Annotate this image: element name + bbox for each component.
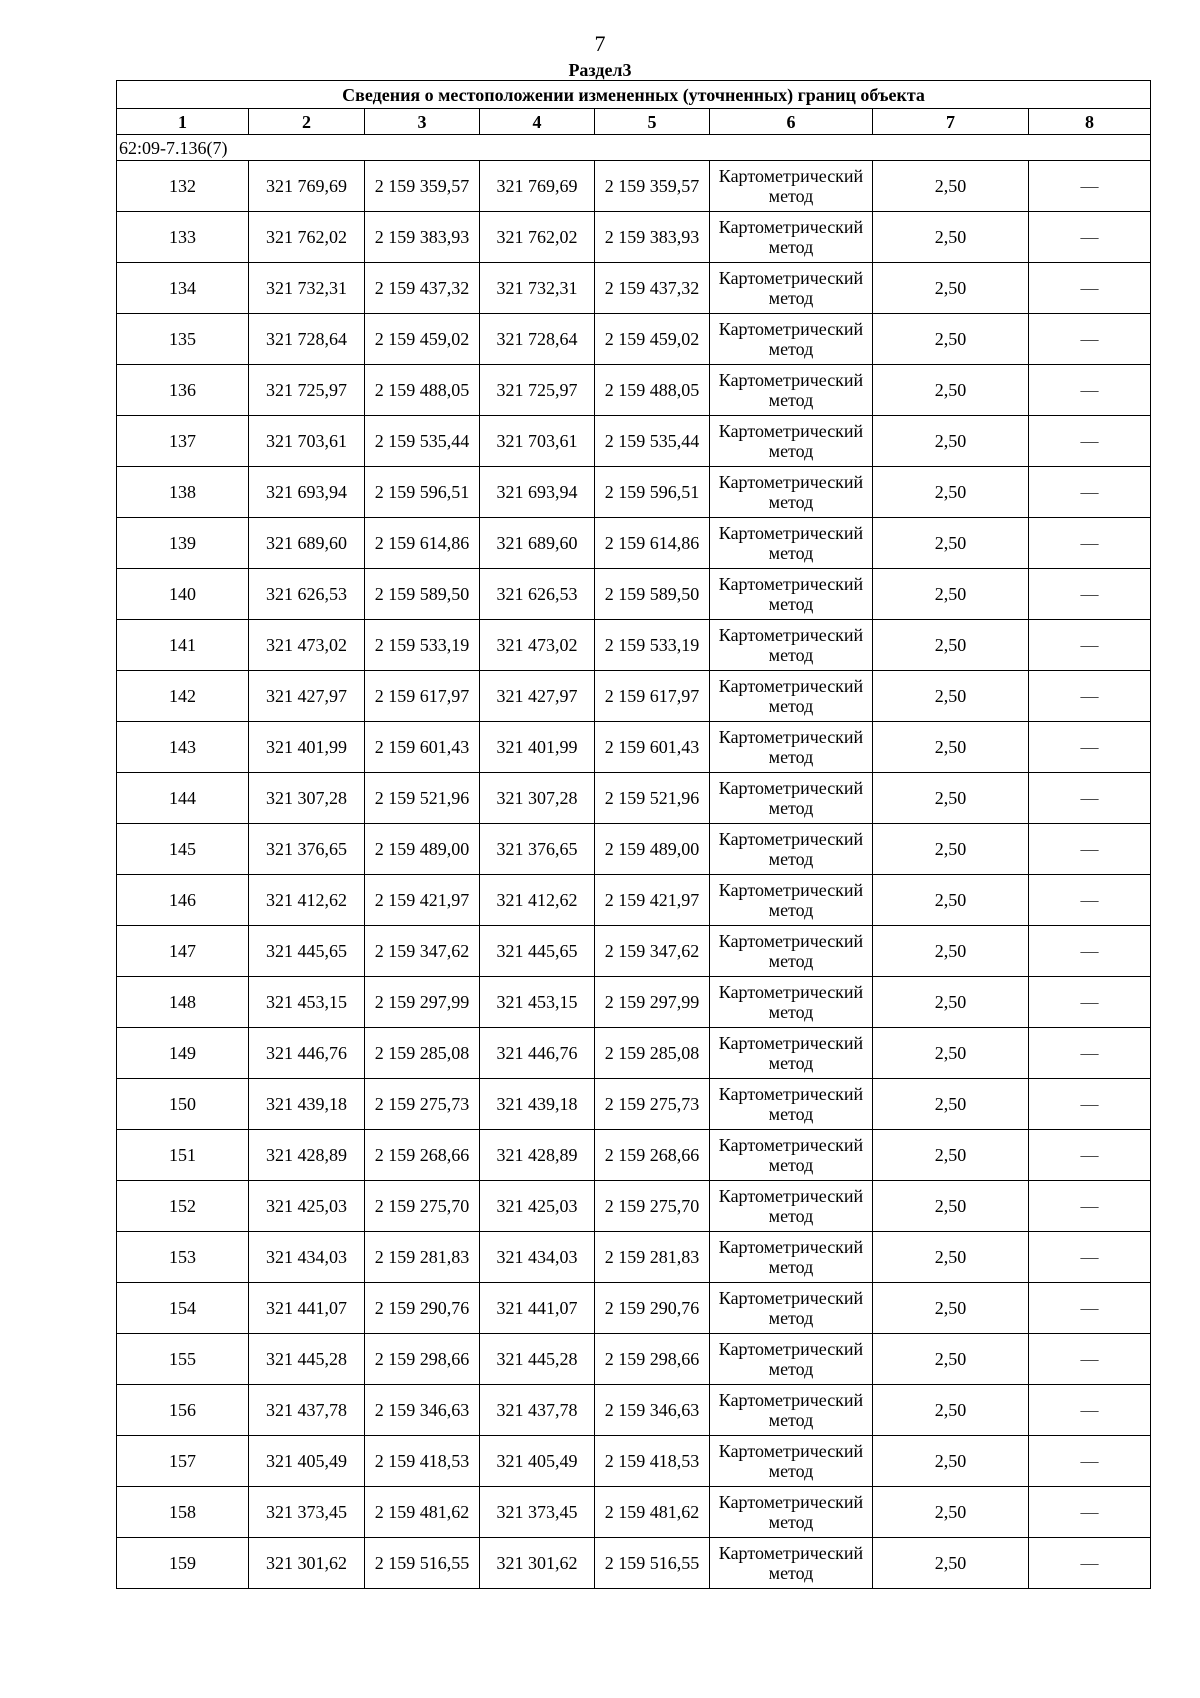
method-cell: Картометрический метод (710, 620, 873, 671)
note-cell: — (1029, 1130, 1151, 1181)
x-old-cell: 321 437,78 (249, 1385, 365, 1436)
y-old-cell: 2 159 290,76 (365, 1283, 480, 1334)
note-cell: — (1029, 1232, 1151, 1283)
accuracy-cell: 2,50 (873, 926, 1029, 977)
accuracy-cell: 2,50 (873, 1079, 1029, 1130)
x-old-cell: 321 428,89 (249, 1130, 365, 1181)
table-row (117, 1487, 1151, 1538)
method-cell: Картометрический метод (710, 1130, 873, 1181)
x-new-cell: 321 425,03 (480, 1181, 595, 1232)
point-number-cell: 138 (117, 467, 249, 518)
column-number: 7 (873, 109, 1029, 135)
accuracy-cell: 2,50 (873, 875, 1029, 926)
point-number-cell: 158 (117, 1487, 249, 1538)
point-number-cell: 146 (117, 875, 249, 926)
table-body (117, 135, 1151, 1589)
point-number-cell: 141 (117, 620, 249, 671)
x-new-cell: 321 769,69 (480, 161, 595, 212)
y-new-cell: 2 159 589,50 (595, 569, 710, 620)
method-cell: Картометрический метод (710, 467, 873, 518)
y-new-cell: 2 159 489,00 (595, 824, 710, 875)
method-cell: Картометрический метод (710, 1079, 873, 1130)
y-old-cell: 2 159 533,19 (365, 620, 480, 671)
column-number: 5 (595, 109, 710, 135)
note-cell: — (1029, 467, 1151, 518)
x-new-cell: 321 445,65 (480, 926, 595, 977)
x-new-cell: 321 401,99 (480, 722, 595, 773)
y-old-cell: 2 159 521,96 (365, 773, 480, 824)
point-number-cell: 153 (117, 1232, 249, 1283)
x-old-cell: 321 445,65 (249, 926, 365, 977)
point-number-cell: 151 (117, 1130, 249, 1181)
note-cell: — (1029, 416, 1151, 467)
x-new-cell: 321 405,49 (480, 1436, 595, 1487)
method-cell: Картометрический метод (710, 671, 873, 722)
x-new-cell: 321 762,02 (480, 212, 595, 263)
point-number-cell: 148 (117, 977, 249, 1028)
table-row (117, 722, 1151, 773)
table-row (117, 620, 1151, 671)
x-old-cell: 321 689,60 (249, 518, 365, 569)
accuracy-cell: 2,50 (873, 263, 1029, 314)
point-number-cell: 134 (117, 263, 249, 314)
accuracy-cell: 2,50 (873, 620, 1029, 671)
note-cell: — (1029, 161, 1151, 212)
note-cell: — (1029, 1079, 1151, 1130)
y-old-cell: 2 159 488,05 (365, 365, 480, 416)
y-old-cell: 2 159 275,73 (365, 1079, 480, 1130)
table-row (117, 671, 1151, 722)
accuracy-cell: 2,50 (873, 1130, 1029, 1181)
y-old-cell: 2 159 516,55 (365, 1538, 480, 1589)
table-row (117, 1385, 1151, 1436)
point-number-cell: 159 (117, 1538, 249, 1589)
table-row (117, 161, 1151, 212)
note-cell: — (1029, 365, 1151, 416)
accuracy-cell: 2,50 (873, 671, 1029, 722)
point-number-cell: 149 (117, 1028, 249, 1079)
y-new-cell: 2 159 601,43 (595, 722, 710, 773)
y-old-cell: 2 159 285,08 (365, 1028, 480, 1079)
x-old-cell: 321 725,97 (249, 365, 365, 416)
y-new-cell: 2 159 437,32 (595, 263, 710, 314)
method-cell: Картометрический метод (710, 1436, 873, 1487)
y-new-cell: 2 159 298,66 (595, 1334, 710, 1385)
x-new-cell: 321 439,18 (480, 1079, 595, 1130)
note-cell: — (1029, 824, 1151, 875)
accuracy-cell: 2,50 (873, 977, 1029, 1028)
object-id-row (117, 135, 1151, 161)
accuracy-cell: 2,50 (873, 1487, 1029, 1538)
y-new-cell: 2 159 521,96 (595, 773, 710, 824)
column-number: 6 (710, 109, 873, 135)
y-new-cell: 2 159 459,02 (595, 314, 710, 365)
y-old-cell: 2 159 614,86 (365, 518, 480, 569)
y-old-cell: 2 159 459,02 (365, 314, 480, 365)
x-old-cell: 321 373,45 (249, 1487, 365, 1538)
x-old-cell: 321 376,65 (249, 824, 365, 875)
method-cell: Картометрический метод (710, 1334, 873, 1385)
note-cell: — (1029, 263, 1151, 314)
y-new-cell: 2 159 359,57 (595, 161, 710, 212)
x-old-cell: 321 446,76 (249, 1028, 365, 1079)
method-cell: Картометрический метод (710, 212, 873, 263)
note-cell: — (1029, 569, 1151, 620)
table-row (117, 314, 1151, 365)
y-old-cell: 2 159 437,32 (365, 263, 480, 314)
point-number-cell: 155 (117, 1334, 249, 1385)
x-old-cell: 321 693,94 (249, 467, 365, 518)
column-number: 8 (1029, 109, 1151, 135)
x-old-cell: 321 427,97 (249, 671, 365, 722)
y-new-cell: 2 159 533,19 (595, 620, 710, 671)
y-new-cell: 2 159 383,93 (595, 212, 710, 263)
table-row (117, 1334, 1151, 1385)
accuracy-cell: 2,50 (873, 722, 1029, 773)
boundary-table (116, 80, 1151, 1589)
x-new-cell: 321 728,64 (480, 314, 595, 365)
method-cell: Картометрический метод (710, 824, 873, 875)
note-cell: — (1029, 212, 1151, 263)
note-cell: — (1029, 1334, 1151, 1385)
x-new-cell: 321 626,53 (480, 569, 595, 620)
table-row (117, 416, 1151, 467)
x-new-cell: 321 473,02 (480, 620, 595, 671)
point-number-cell: 140 (117, 569, 249, 620)
note-cell: — (1029, 875, 1151, 926)
y-old-cell: 2 159 421,97 (365, 875, 480, 926)
accuracy-cell: 2,50 (873, 314, 1029, 365)
y-old-cell: 2 159 298,66 (365, 1334, 480, 1385)
point-number-cell: 143 (117, 722, 249, 773)
note-cell: — (1029, 620, 1151, 671)
point-number-cell: 150 (117, 1079, 249, 1130)
x-old-cell: 321 441,07 (249, 1283, 365, 1334)
y-new-cell: 2 159 290,76 (595, 1283, 710, 1334)
y-new-cell: 2 159 347,62 (595, 926, 710, 977)
y-new-cell: 2 159 285,08 (595, 1028, 710, 1079)
object-id: 62:09-7.136(7) (117, 135, 1151, 161)
accuracy-cell: 2,50 (873, 416, 1029, 467)
accuracy-cell: 2,50 (873, 467, 1029, 518)
note-cell: — (1029, 1436, 1151, 1487)
x-old-cell: 321 769,69 (249, 161, 365, 212)
y-old-cell: 2 159 275,70 (365, 1181, 480, 1232)
y-old-cell: 2 159 281,83 (365, 1232, 480, 1283)
x-new-cell: 321 301,62 (480, 1538, 595, 1589)
x-old-cell: 321 439,18 (249, 1079, 365, 1130)
method-cell: Картометрический метод (710, 518, 873, 569)
x-old-cell: 321 412,62 (249, 875, 365, 926)
page-number: 7 (594, 31, 606, 56)
y-new-cell: 2 159 275,70 (595, 1181, 710, 1232)
x-old-cell: 321 473,02 (249, 620, 365, 671)
y-old-cell: 2 159 359,57 (365, 161, 480, 212)
column-number: 3 (365, 109, 480, 135)
y-old-cell: 2 159 596,51 (365, 467, 480, 518)
method-cell: Картометрический метод (710, 314, 873, 365)
accuracy-cell: 2,50 (873, 1028, 1029, 1079)
accuracy-cell: 2,50 (873, 1283, 1029, 1334)
table-row (117, 518, 1151, 569)
x-old-cell: 321 301,62 (249, 1538, 365, 1589)
point-number-cell: 142 (117, 671, 249, 722)
x-new-cell: 321 689,60 (480, 518, 595, 569)
table-row (117, 1181, 1151, 1232)
y-old-cell: 2 159 601,43 (365, 722, 480, 773)
method-cell: Картометрический метод (710, 1028, 873, 1079)
method-cell: Картометрический метод (710, 1385, 873, 1436)
accuracy-cell: 2,50 (873, 1181, 1029, 1232)
method-cell: Картометрический метод (710, 875, 873, 926)
x-new-cell: 321 441,07 (480, 1283, 595, 1334)
column-number: 1 (117, 109, 249, 135)
y-old-cell: 2 159 589,50 (365, 569, 480, 620)
method-cell: Картометрический метод (710, 365, 873, 416)
table-row (117, 824, 1151, 875)
column-number: 4 (480, 109, 595, 135)
y-new-cell: 2 159 481,62 (595, 1487, 710, 1538)
x-new-cell: 321 453,15 (480, 977, 595, 1028)
x-new-cell: 321 373,45 (480, 1487, 595, 1538)
point-number-cell: 156 (117, 1385, 249, 1436)
y-new-cell: 2 159 346,63 (595, 1385, 710, 1436)
x-old-cell: 321 732,31 (249, 263, 365, 314)
x-new-cell: 321 446,76 (480, 1028, 595, 1079)
y-new-cell: 2 159 268,66 (595, 1130, 710, 1181)
x-new-cell: 321 412,62 (480, 875, 595, 926)
accuracy-cell: 2,50 (873, 773, 1029, 824)
table-caption: Сведения о местоположении измененных (уточненных) границ объекта (117, 81, 1151, 109)
x-old-cell: 321 762,02 (249, 212, 365, 263)
y-old-cell: 2 159 489,00 (365, 824, 480, 875)
x-old-cell: 321 626,53 (249, 569, 365, 620)
method-cell: Картометрический метод (710, 977, 873, 1028)
table-row (117, 977, 1151, 1028)
x-new-cell: 321 434,03 (480, 1232, 595, 1283)
note-cell: — (1029, 1028, 1151, 1079)
x-old-cell: 321 401,99 (249, 722, 365, 773)
method-cell: Картометрический метод (710, 722, 873, 773)
y-old-cell: 2 159 617,97 (365, 671, 480, 722)
y-old-cell: 2 159 297,99 (365, 977, 480, 1028)
note-cell: — (1029, 1283, 1151, 1334)
method-cell: Картометрический метод (710, 1283, 873, 1334)
table-row (117, 1028, 1151, 1079)
table-row (117, 365, 1151, 416)
method-cell: Картометрический метод (710, 1538, 873, 1589)
point-number-cell: 154 (117, 1283, 249, 1334)
x-old-cell: 321 307,28 (249, 773, 365, 824)
note-cell: — (1029, 1181, 1151, 1232)
y-new-cell: 2 159 275,73 (595, 1079, 710, 1130)
x-new-cell: 321 725,97 (480, 365, 595, 416)
accuracy-cell: 2,50 (873, 161, 1029, 212)
point-number-cell: 135 (117, 314, 249, 365)
table-row (117, 926, 1151, 977)
accuracy-cell: 2,50 (873, 518, 1029, 569)
x-new-cell: 321 307,28 (480, 773, 595, 824)
method-cell: Картометрический метод (710, 161, 873, 212)
point-number-cell: 136 (117, 365, 249, 416)
note-cell: — (1029, 926, 1151, 977)
y-old-cell: 2 159 481,62 (365, 1487, 480, 1538)
y-old-cell: 2 159 346,63 (365, 1385, 480, 1436)
note-cell: — (1029, 1538, 1151, 1589)
x-old-cell: 321 453,15 (249, 977, 365, 1028)
x-old-cell: 321 405,49 (249, 1436, 365, 1487)
y-new-cell: 2 159 297,99 (595, 977, 710, 1028)
note-cell: — (1029, 314, 1151, 365)
x-new-cell: 321 376,65 (480, 824, 595, 875)
table-row (117, 467, 1151, 518)
x-old-cell: 321 434,03 (249, 1232, 365, 1283)
y-new-cell: 2 159 421,97 (595, 875, 710, 926)
x-new-cell: 321 732,31 (480, 263, 595, 314)
y-new-cell: 2 159 488,05 (595, 365, 710, 416)
table-row (117, 1283, 1151, 1334)
point-number-cell: 132 (117, 161, 249, 212)
y-old-cell: 2 159 535,44 (365, 416, 480, 467)
note-cell: — (1029, 977, 1151, 1028)
y-old-cell: 2 159 347,62 (365, 926, 480, 977)
method-cell: Картометрический метод (710, 1181, 873, 1232)
note-cell: — (1029, 1385, 1151, 1436)
x-new-cell: 321 693,94 (480, 467, 595, 518)
table-row (117, 773, 1151, 824)
method-cell: Картометрический метод (710, 926, 873, 977)
point-number-cell: 157 (117, 1436, 249, 1487)
accuracy-cell: 2,50 (873, 824, 1029, 875)
point-number-cell: 137 (117, 416, 249, 467)
point-number-cell: 152 (117, 1181, 249, 1232)
note-cell: — (1029, 773, 1151, 824)
method-cell: Картометрический метод (710, 773, 873, 824)
y-old-cell: 2 159 383,93 (365, 212, 480, 263)
method-cell: Картометрический метод (710, 569, 873, 620)
table-row (117, 1436, 1151, 1487)
x-old-cell: 321 425,03 (249, 1181, 365, 1232)
y-old-cell: 2 159 418,53 (365, 1436, 480, 1487)
accuracy-cell: 2,50 (873, 569, 1029, 620)
x-new-cell: 321 428,89 (480, 1130, 595, 1181)
column-number: 2 (249, 109, 365, 135)
column-number-row (117, 109, 1151, 135)
y-new-cell: 2 159 614,86 (595, 518, 710, 569)
method-cell: Картометрический метод (710, 416, 873, 467)
accuracy-cell: 2,50 (873, 1436, 1029, 1487)
point-number-cell: 144 (117, 773, 249, 824)
x-old-cell: 321 445,28 (249, 1334, 365, 1385)
y-new-cell: 2 159 516,55 (595, 1538, 710, 1589)
accuracy-cell: 2,50 (873, 1232, 1029, 1283)
table-row (117, 263, 1151, 314)
table-row (117, 569, 1151, 620)
x-new-cell: 321 427,97 (480, 671, 595, 722)
x-old-cell: 321 703,61 (249, 416, 365, 467)
method-cell: Картометрический метод (710, 263, 873, 314)
table-row (117, 1079, 1151, 1130)
table-row (117, 1130, 1151, 1181)
x-new-cell: 321 437,78 (480, 1385, 595, 1436)
point-number-cell: 147 (117, 926, 249, 977)
x-new-cell: 321 445,28 (480, 1334, 595, 1385)
y-new-cell: 2 159 418,53 (595, 1436, 710, 1487)
point-number-cell: 145 (117, 824, 249, 875)
accuracy-cell: 2,50 (873, 1385, 1029, 1436)
y-new-cell: 2 159 596,51 (595, 467, 710, 518)
accuracy-cell: 2,50 (873, 1538, 1029, 1589)
table-row (117, 212, 1151, 263)
table-caption-row (117, 81, 1151, 109)
table-row (117, 1538, 1151, 1589)
note-cell: — (1029, 722, 1151, 773)
accuracy-cell: 2,50 (873, 1334, 1029, 1385)
y-new-cell: 2 159 535,44 (595, 416, 710, 467)
x-new-cell: 321 703,61 (480, 416, 595, 467)
y-new-cell: 2 159 617,97 (595, 671, 710, 722)
note-cell: — (1029, 671, 1151, 722)
x-old-cell: 321 728,64 (249, 314, 365, 365)
method-cell: Картометрический метод (710, 1487, 873, 1538)
table-row (117, 875, 1151, 926)
accuracy-cell: 2,50 (873, 365, 1029, 416)
point-number-cell: 133 (117, 212, 249, 263)
y-old-cell: 2 159 268,66 (365, 1130, 480, 1181)
accuracy-cell: 2,50 (873, 212, 1029, 263)
y-new-cell: 2 159 281,83 (595, 1232, 710, 1283)
note-cell: — (1029, 1487, 1151, 1538)
note-cell: — (1029, 518, 1151, 569)
method-cell: Картометрический метод (710, 1232, 873, 1283)
table-row (117, 1232, 1151, 1283)
point-number-cell: 139 (117, 518, 249, 569)
section-title: Раздел3 (568, 60, 632, 80)
